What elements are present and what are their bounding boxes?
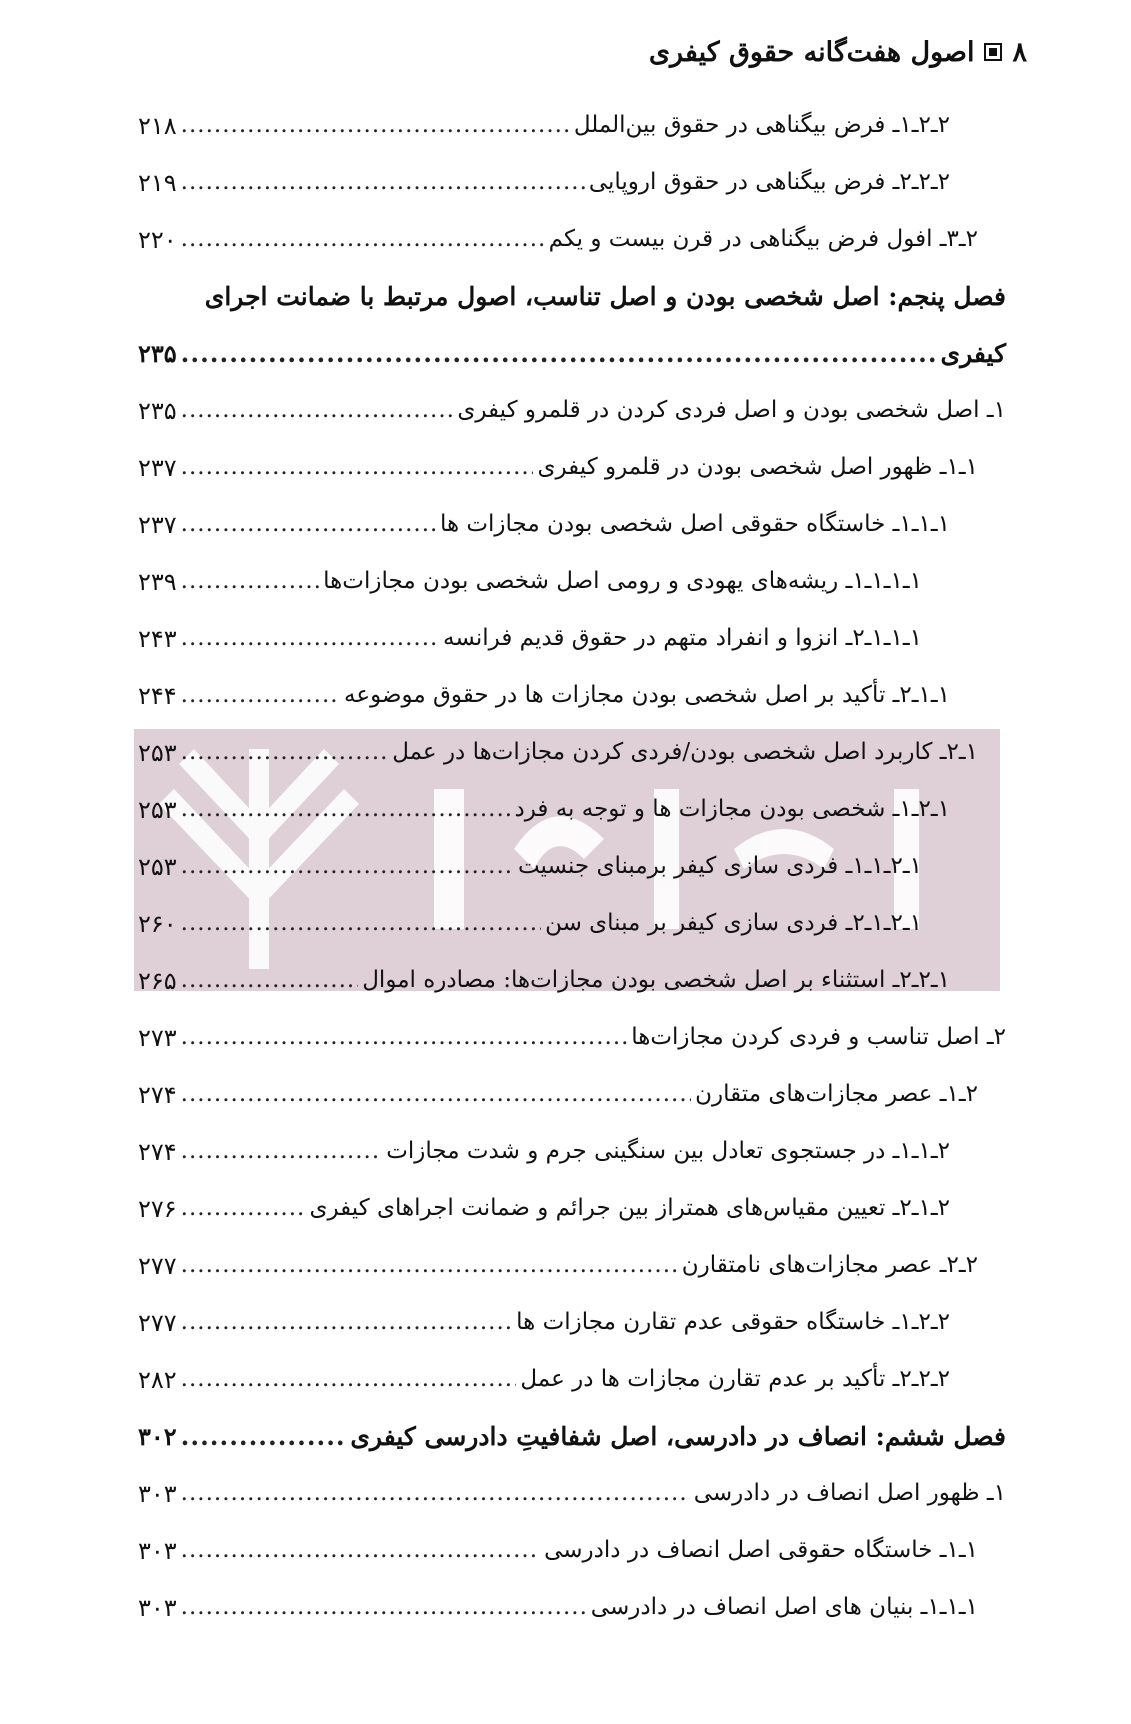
leader-dots bbox=[181, 1197, 306, 1220]
toc-page-number: ۲۶۰ bbox=[138, 909, 177, 938]
toc-entry-title: ۱ـ۲ـ۱ـ۱ـ فردی سازی کیفر برمبنای جنسیت bbox=[517, 853, 922, 879]
toc-entry-title: ۱ـ۱ـ خاستگاه حقوقی اصل انصاف در دادرسی bbox=[544, 1537, 978, 1563]
toc-chapter-heading bbox=[138, 268, 1006, 325]
toc-page-number: ۲۴۳ bbox=[138, 624, 177, 653]
toc-entry-title: ۲ـ۲ـ عصر مجازات‌های نامتقارن bbox=[681, 1252, 978, 1278]
toc-page-number: ۲۷۷ bbox=[138, 1251, 177, 1280]
toc-entry-title: ۱ـ۱ـ۲ـ تأکید بر اصل شخصی بودن مجازات ها در حقوق موضوعه bbox=[344, 682, 950, 708]
leader-dots bbox=[181, 1026, 628, 1049]
chapter-title-line1: فصل پنجم: اصل شخصی بودن و اصل تناسب، اصول مرتبط با ضمانت اجرای bbox=[204, 282, 1006, 311]
toc-page-number: ۲۱۸ bbox=[138, 111, 177, 140]
toc-entry bbox=[138, 154, 1006, 211]
leader-dots bbox=[181, 341, 937, 366]
table-of-contents bbox=[138, 97, 1006, 1636]
toc-page-number: ۲۲۰ bbox=[138, 225, 177, 254]
toc-page-number: ۳۰۳ bbox=[138, 1536, 177, 1565]
toc-entry-title: ۲ـ۱ـ عصر مجازات‌های متقارن bbox=[695, 1081, 978, 1107]
chapter-title-line2: کیفری bbox=[940, 339, 1006, 368]
leader-dots bbox=[181, 1311, 512, 1334]
toc-entry-title: ۱ـ۱ـ۱ـ۲ـ انزوا و انفراد متهم در حقوق قدیم فرانسه bbox=[443, 625, 922, 651]
toc-entry bbox=[138, 1351, 1006, 1408]
toc-entry bbox=[138, 952, 1006, 1009]
leader-dots bbox=[181, 741, 389, 764]
toc-entry-title: ۲ـ۲ـ۱ـ خاستگاه حقوقی عدم تقارن مجازات ها bbox=[516, 1309, 950, 1335]
leader-dots bbox=[181, 912, 541, 935]
toc-entry bbox=[138, 724, 1006, 781]
toc-entry-title: ۱ـ اصل شخصی بودن و اصل فردی کردن در قلمرو کیفری bbox=[457, 397, 1006, 423]
toc-page-number: ۲۴۴ bbox=[138, 681, 177, 710]
toc-entry bbox=[138, 1579, 1006, 1636]
toc-entry-title: ۱ـ۱ـ۱ـ خاستگاه حقوقی اصل شخصی بودن مجازات ها bbox=[439, 511, 950, 537]
toc-entry bbox=[138, 496, 1006, 553]
toc-entry bbox=[138, 895, 1006, 952]
toc-entry-title: ۲ـ۳ـ افول فرض بیگناهی در قرن بیست و یکم bbox=[548, 226, 978, 252]
leader-dots bbox=[181, 399, 454, 422]
toc-entry bbox=[138, 1009, 1006, 1066]
toc-entry-title: ۱ـ۲ـ۱ـ۲ـ فردی سازی کیفر بر مبنای سن bbox=[545, 910, 922, 936]
leader-dots bbox=[181, 456, 534, 479]
toc-page-number: ۲۱۹ bbox=[138, 168, 177, 197]
leader-dots bbox=[181, 1596, 587, 1619]
running-head bbox=[104, 32, 1027, 72]
toc-entry bbox=[138, 553, 1006, 610]
toc-entry-title: ۲ـ۱ـ۲ـ تعیین مقیاس‌های همتراز بین جرائم و ضمانت اجراهای کیفری bbox=[309, 1195, 950, 1221]
toc-page-number: ۲۷۶ bbox=[138, 1194, 177, 1223]
leader-dots bbox=[181, 1424, 347, 1449]
leader-dots bbox=[181, 228, 545, 251]
leader-dots bbox=[181, 1539, 540, 1562]
toc-page-number: ۲۷۷ bbox=[138, 1308, 177, 1337]
leader-dots bbox=[181, 570, 320, 593]
leader-dots bbox=[181, 171, 585, 194]
toc-entry bbox=[138, 1294, 1006, 1351]
toc-page-number: ۳۰۳ bbox=[138, 1479, 177, 1508]
toc-entry-title: ۱ـ۱ـ۱ـ۱ـ ریشه‌های یهودی و رومی اصل شخصی بودن مجازات‌ها bbox=[323, 568, 922, 594]
toc-entry-title: ۱ـ۲ـ کاربرد اصل شخصی بودن/فردی کردن مجازات‌ها در عمل bbox=[392, 739, 978, 765]
toc-page-number: ۳۰۳ bbox=[138, 1593, 177, 1622]
toc-page-number: ۲۳۵ bbox=[138, 338, 177, 368]
toc-page-number: ۳۰۲ bbox=[138, 1421, 177, 1451]
leader-dots bbox=[181, 114, 570, 137]
toc-page-number: ۲۷۴ bbox=[138, 1080, 177, 1109]
square-bullet-icon bbox=[984, 43, 1002, 61]
toc-page-number: ۲۳۷ bbox=[138, 453, 177, 482]
toc-entry bbox=[138, 610, 1006, 667]
toc-page-number: ۲۷۴ bbox=[138, 1137, 177, 1166]
toc-entry bbox=[138, 1522, 1006, 1579]
toc-entry bbox=[138, 1066, 1006, 1123]
toc-entry bbox=[138, 97, 1006, 154]
toc-page-number: ۲۵۳ bbox=[138, 795, 177, 824]
toc-entry-title: ۱ـ۲ـ۲ـ استثناء بر اصل شخصی بودن مجازات‌ها: مصادره اموال bbox=[362, 967, 950, 993]
leader-dots bbox=[181, 684, 340, 707]
toc-entry-title: ۲ـ۲ـ۱ـ فرض بیگناهی در حقوق بین‌الملل bbox=[573, 112, 950, 138]
leader-dots bbox=[181, 1482, 690, 1505]
leader-dots bbox=[181, 1140, 383, 1163]
leader-dots bbox=[181, 969, 359, 992]
leader-dots bbox=[181, 513, 436, 536]
toc-entry-title: ۲ـ۲ـ۲ـ تأکید بر عدم تقارن مجازات ها در عمل bbox=[520, 1366, 950, 1392]
toc-entry bbox=[138, 1465, 1006, 1522]
toc-page-number: ۲۵۳ bbox=[138, 852, 177, 881]
toc-entry bbox=[138, 1237, 1006, 1294]
toc-page-number: ۲۵۳ bbox=[138, 738, 177, 767]
toc-page-number: ۲۳۷ bbox=[138, 510, 177, 539]
toc-page-number: ۲۳۹ bbox=[138, 567, 177, 596]
toc-page-number: ۲۷۳ bbox=[138, 1023, 177, 1052]
toc-entry bbox=[138, 667, 1006, 724]
toc-entry-title: ۱ـ ظهور اصل انصاف در دادرسی bbox=[693, 1480, 1006, 1506]
toc-page-number: ۲۶۵ bbox=[138, 966, 177, 995]
toc-entry bbox=[138, 1180, 1006, 1237]
toc-entry-title: ۲ـ۱ـ۱ـ در جستجوی تعادل بین سنگینی جرم و شدت مجازات bbox=[386, 1138, 950, 1164]
toc-entry-title: ۱ـ۱ـ ظهور اصل شخصی بودن در قلمرو کیفری bbox=[537, 454, 978, 480]
toc-entry bbox=[138, 1123, 1006, 1180]
book-title: اصول هفت‌گانه حقوق کیفری bbox=[648, 36, 975, 68]
toc-chapter-heading bbox=[138, 1408, 1006, 1465]
toc-entry-title: ۲ـ اصل تناسب و فردی کردن مجازات‌ها bbox=[631, 1024, 1006, 1050]
page-number: ۸ bbox=[1012, 36, 1027, 68]
toc-entry bbox=[138, 781, 1006, 838]
toc-chapter-heading-continued bbox=[138, 325, 1006, 382]
toc-page-number: ۲۸۲ bbox=[138, 1365, 177, 1394]
leader-dots bbox=[181, 1368, 517, 1391]
toc-entry-title: ۲ـ۲ـ۲ـ فرض بیگناهی در حقوق اروپایی bbox=[588, 169, 950, 195]
leader-dots bbox=[181, 1254, 678, 1277]
chapter-title: فصل ششم: انصاف در دادرسی، اصل شفافیتِ دادرسی کیفری bbox=[350, 1422, 1006, 1451]
toc-page-number: ۲۳۵ bbox=[138, 396, 177, 425]
leader-dots bbox=[181, 855, 514, 878]
toc-entry-title: ۱ـ۲ـ۱ـ شخصی بودن مجازات ها و توجه به فرد bbox=[514, 796, 950, 822]
leader-dots bbox=[181, 1083, 691, 1106]
toc-entry bbox=[138, 439, 1006, 496]
toc-entry bbox=[138, 382, 1006, 439]
leader-dots bbox=[181, 798, 511, 821]
leader-dots bbox=[181, 627, 439, 650]
toc-entry bbox=[138, 838, 1006, 895]
toc-entry bbox=[138, 211, 1006, 268]
toc-entry-title: ۱ـ۱ـ۱ـ بنیان های اصل انصاف در دادرسی bbox=[590, 1594, 978, 1620]
